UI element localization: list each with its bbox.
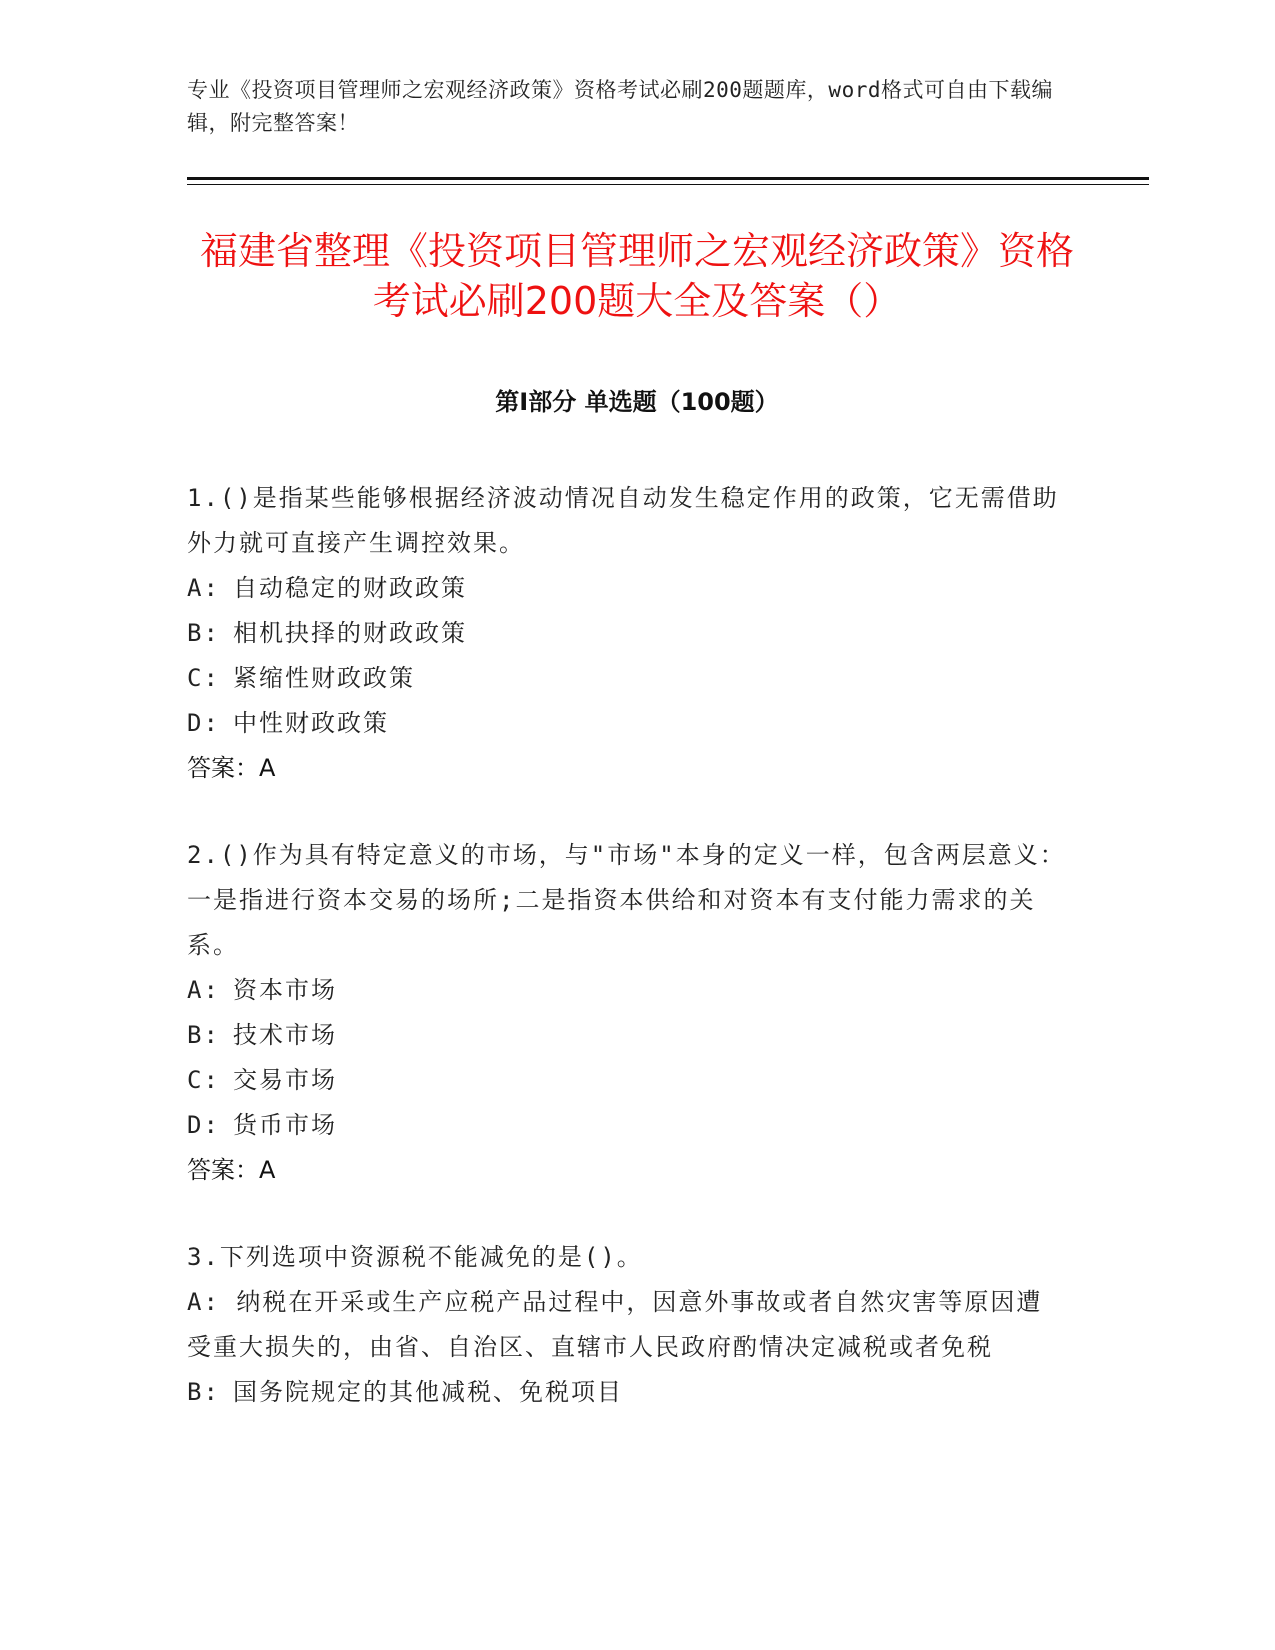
option-key: A: [187,1288,220,1316]
option-text: 技术市场 [233,1021,337,1049]
option-key: B: [187,619,220,647]
option-text: 相机抉择的财政政策 [233,619,467,647]
option-text: 自动稳定的财政政策 [233,574,467,602]
option-a [187,968,1067,1013]
option-c [187,1058,1067,1103]
option-c [187,656,1067,701]
option-key: A: [187,574,220,602]
question-text: 1.()是指某些能够根据经济波动情况自动发生稳定作用的政策，它无需借助外力就可直接产生调控效果。 [187,484,1059,557]
document-title: 福建省整理《投资项目管理师之宏观经济政策》资格考试必刷200题大全及答案（） [199,229,1074,323]
option-b [187,1013,1067,1058]
option-key: D: [187,709,220,737]
answer: 答案：A [187,1156,276,1184]
option-key: C: [187,664,220,692]
option-text: 交易市场 [233,1066,337,1094]
question-1 [187,476,1067,791]
answer: 答案：A [187,754,276,782]
header-divider-thick [187,177,1149,180]
option-text: 中性财政政策 [233,709,389,737]
option-text: 货币市场 [233,1111,337,1139]
option-text: 紧缩性财政政策 [233,664,415,692]
option-a [187,1280,1067,1370]
option-key: A: [187,976,220,1004]
header-note: 专业《投资项目管理师之宏观经济政策》资格考试必刷200题题库，word格式可自由下载编辑，附完整答案！ [187,78,1053,135]
option-text: 纳税在开采或生产应税产品过程中，因意外事故或者自然灾害等原因遭受重大损失的，由省、自治区、直辖市人民政府酌情决定减税或者免税 [187,1288,1043,1361]
option-key: B: [187,1021,220,1049]
option-d [187,701,1067,746]
option-b [187,1370,1067,1415]
option-text: 资本市场 [233,976,337,1004]
option-b [187,611,1067,656]
option-key: C: [187,1066,220,1094]
question-2 [187,833,1067,1193]
option-d [187,1103,1067,1148]
question-text: 2.()作为具有特定意义的市场，与"市场"本身的定义一样，包含两层意义：一是指进行资本交易的场所;二是指资本供给和对资本有支付能力需求的关系。 [187,841,1066,959]
question-text: 3.下列选项中资源税不能减免的是()。 [187,1243,643,1271]
option-text: 国务院规定的其他减税、免税项目 [233,1378,623,1406]
option-a [187,566,1067,611]
header-divider-thin [187,184,1149,185]
option-key: D: [187,1111,220,1139]
question-3 [187,1235,1067,1415]
section-title: 第Ⅰ部分 单选题（100题） [495,388,779,416]
option-key: B: [187,1378,220,1406]
question-list [187,476,1067,1457]
